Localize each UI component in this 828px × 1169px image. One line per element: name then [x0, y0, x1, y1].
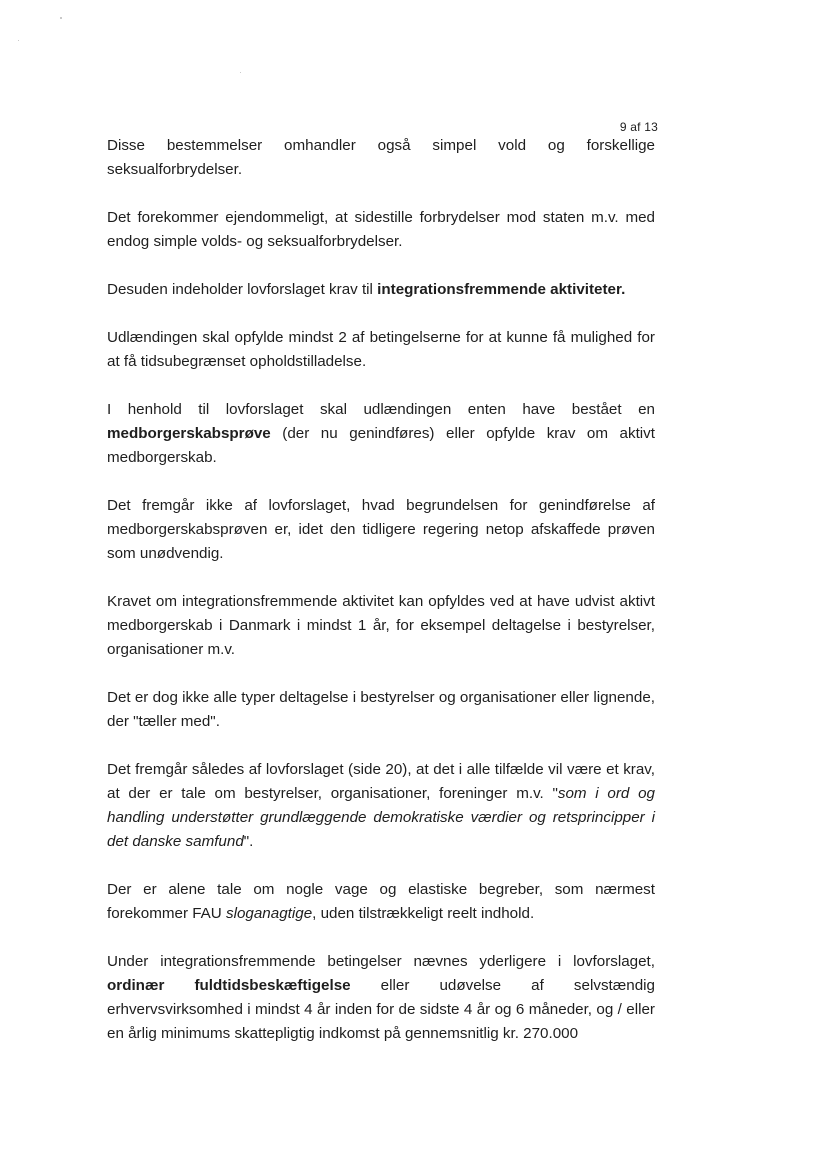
paragraph-2: Det forekommer ejendommeligt, at sidestille forbrydelser mod staten m.v. med endog simple volds- og seksualforbrydelser. — [107, 209, 655, 250]
page-number: 9 af 13 — [619, 120, 658, 134]
paragraph-text: (der nu genindføres) eller opfylde krav om aktivt medborgerskab. — [107, 425, 655, 466]
paragraph-text: ". — [243, 833, 254, 850]
italic-term: sloganagtige — [226, 905, 313, 922]
bold-term: ordinær fuldtidsbeskæftigelse — [107, 977, 351, 994]
paragraph-7: Kravet om integrationsfremmende aktivitet kan opfyldes ved at have udvist aktivt medborgerskab i Danmark i mindst 1 år, for eksempel deltagelse i bestyrelser, organisationer m.v. — [107, 593, 655, 658]
scan-speck — [18, 40, 19, 41]
bold-term: medborgerskabsprøve — [107, 425, 271, 442]
italic-quote: som i ord og handling understøtter grundlæggende demokratiske værdier og retsprincipper i det danske samfund — [107, 785, 655, 850]
scan-speck — [60, 17, 62, 19]
paragraph-text: Der er alene tale om nogle vage og elastiske begreber, som nærmest forekommer FAU — [107, 881, 655, 922]
bold-term: integrationsfremmende aktiviteter. — [377, 281, 626, 298]
paragraph-4: Udlændingen skal opfylde mindst 2 af betingelserne for at kunne få mulighed for at få tidsubegrænset opholdstilladelse. — [107, 329, 655, 370]
paragraph-11 — [107, 950, 655, 1046]
paragraph-text: Det fremgår således af lovforslaget (side 20), at det i alle tilfælde vil være et krav, at der er tale om bestyrelser, organisationer, foreninger m.v. " — [107, 761, 655, 802]
paragraph-text: Under integrationsfremmende betingelser nævnes yderligere i lovforslaget, — [107, 953, 655, 970]
paragraph-text: I henhold til lovforslaget skal udlændingen enten have bestået en — [107, 401, 655, 418]
paragraph-3 — [107, 278, 655, 302]
paragraph-10 — [107, 878, 655, 926]
scan-speck — [240, 72, 241, 73]
paragraph-9 — [107, 758, 655, 854]
paragraph-6: Det fremgår ikke af lovforslaget, hvad begrundelsen for genindførelse af medborgerskabsprøven er, idet den tidligere regering netop afskaffede prøven som unødvendig. — [107, 497, 655, 562]
paragraph-text: , uden tilstrækkeligt reelt indhold. — [312, 905, 535, 922]
paragraph-1: Disse bestemmelser omhandler også simpel vold og forskellige seksualforbrydelser. — [107, 137, 655, 178]
paragraph-5 — [107, 398, 655, 470]
paragraph-text: eller udøvelse af selvstændig erhvervsvirksomhed i mindst 4 år inden for de sidste 4 år og 6 måneder, og / eller en årlig minimums skattepligtig indkomst på gennemsnitlig kr. 270.000 — [107, 977, 655, 1042]
paragraph-8: Det er dog ikke alle typer deltagelse i bestyrelser og organisationer eller lignende, der "tæller med". — [107, 689, 655, 730]
paragraph-text: Desuden indeholder lovforslaget krav til — [107, 281, 378, 298]
